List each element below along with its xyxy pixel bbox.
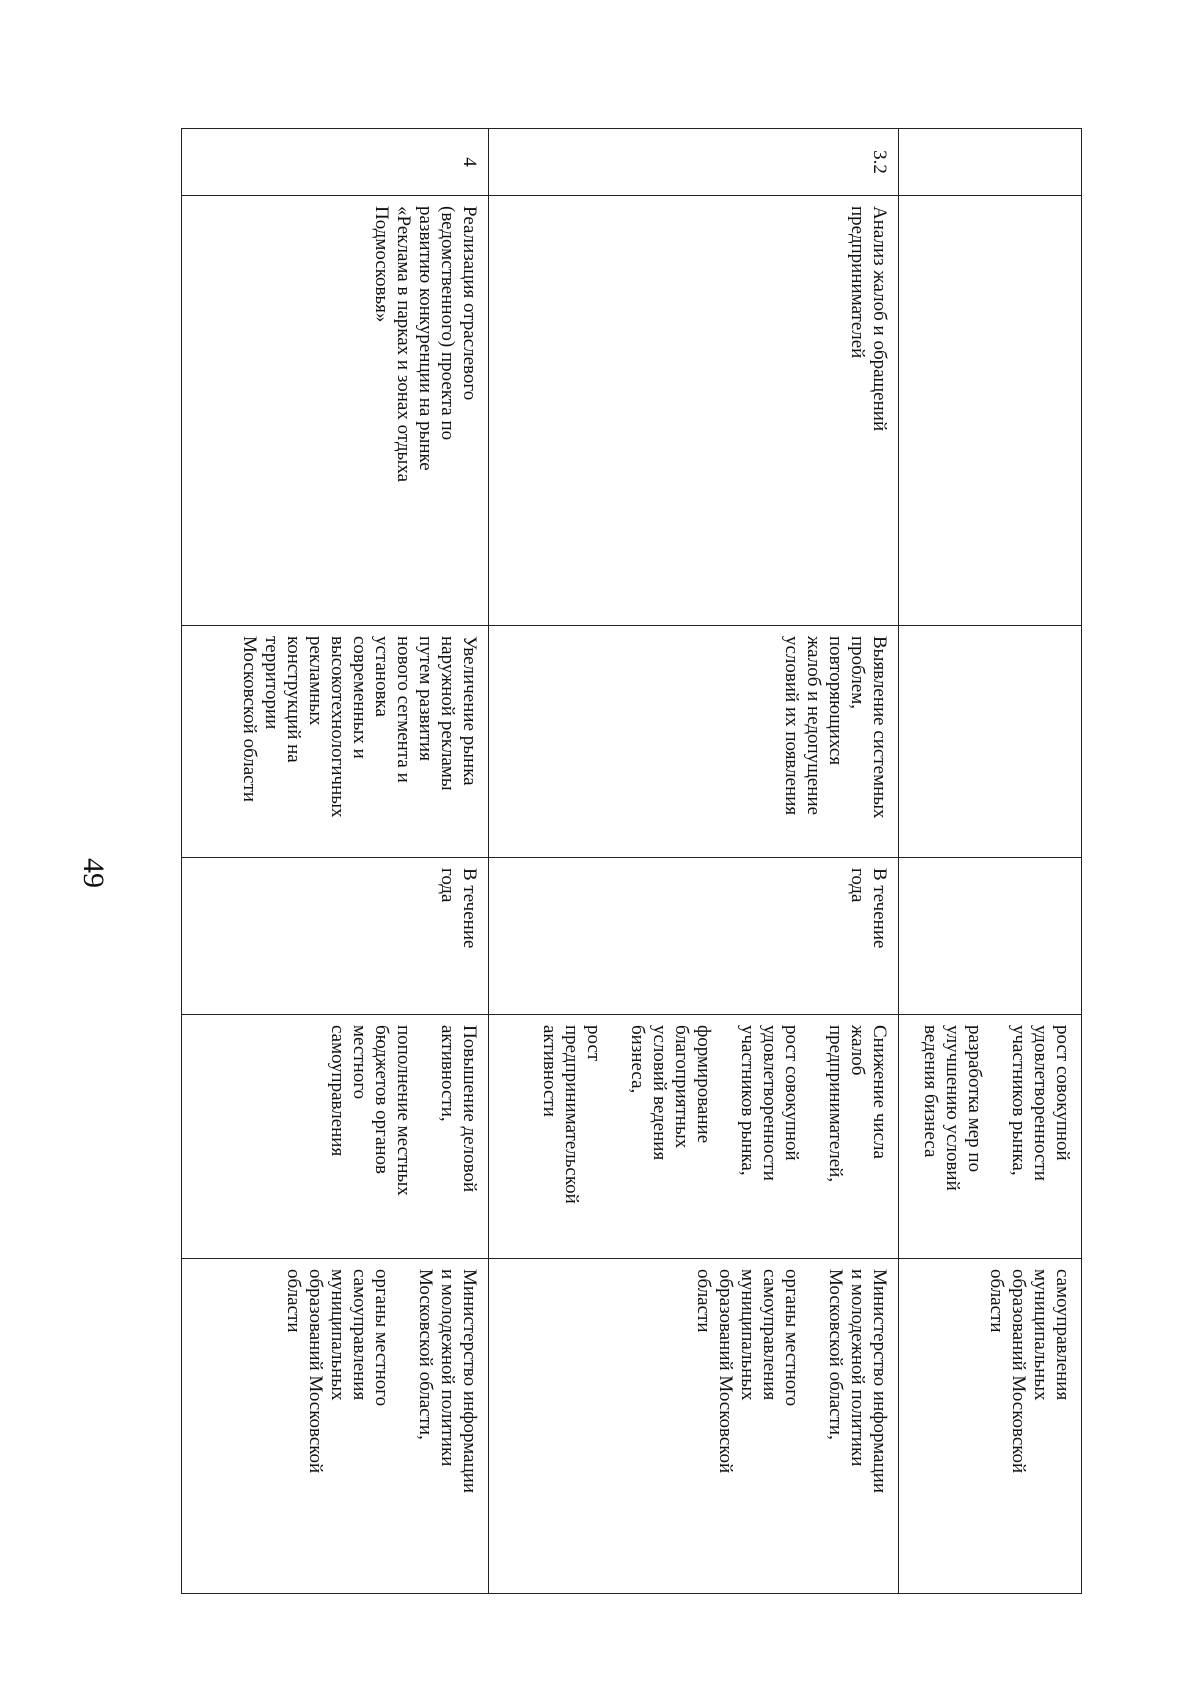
row-number-cell: 4 xyxy=(182,129,489,196)
result-cell: рост совокупной удовлетворенности участников рынка, разработка мер по улучшению условий ведения бизнеса xyxy=(899,1015,1082,1259)
measures-table xyxy=(181,128,1082,1594)
result-cell: Повышение деловой активности, пополнение местных бюджетов органов местного самоуправления xyxy=(182,1015,489,1259)
table-row xyxy=(489,129,899,1594)
table-row xyxy=(182,129,489,1594)
row-number-cell: 3.2 xyxy=(489,129,899,196)
goal-cell xyxy=(899,626,1082,858)
term-cell xyxy=(899,858,1082,1015)
result-cell: Снижение числа жалоб предпринимателей, рост совокупной удовлетворенности участников рынка, формирование благоприятных условий ведения бизнеса, рост предпринимательской активности xyxy=(489,1015,899,1259)
goal-cell: Увеличение рынка наружной рекламы путем развития нового сегмента и установка современных и высокотехнологичных рекламных конструкций на территории Московской области xyxy=(182,626,489,858)
measures-table-rotated xyxy=(182,128,1082,1593)
event-cell: Реализация отраслевого (ведомственного) проекта по развитию конкуренции на рынке «Реклама в парках и зонах отдыха Подмосковья» xyxy=(182,196,489,626)
term-cell: В течение года xyxy=(182,858,489,1015)
event-cell xyxy=(899,196,1082,626)
term-cell: В течение года xyxy=(489,858,899,1015)
row-number-cell xyxy=(899,129,1082,196)
responsible-cell: самоуправления муниципальных образований Московской области xyxy=(899,1259,1082,1594)
responsible-cell: Министерство информации и молодежной политики Московской области, органы местного самоуправления муниципальных образований Московской области xyxy=(489,1259,899,1594)
table-row xyxy=(899,129,1082,1594)
event-cell: Анализ жалоб и обращений предпринимателей xyxy=(489,196,899,626)
responsible-cell: Министерство информации и молодежной политики Московской области, органы местного самоуправления муниципальных образований Московской области xyxy=(182,1259,489,1594)
goal-cell: Выявление системных проблем, повторяющихся жалоб и недопущение условий их появления xyxy=(489,626,899,858)
page-number: 49 xyxy=(77,858,110,888)
